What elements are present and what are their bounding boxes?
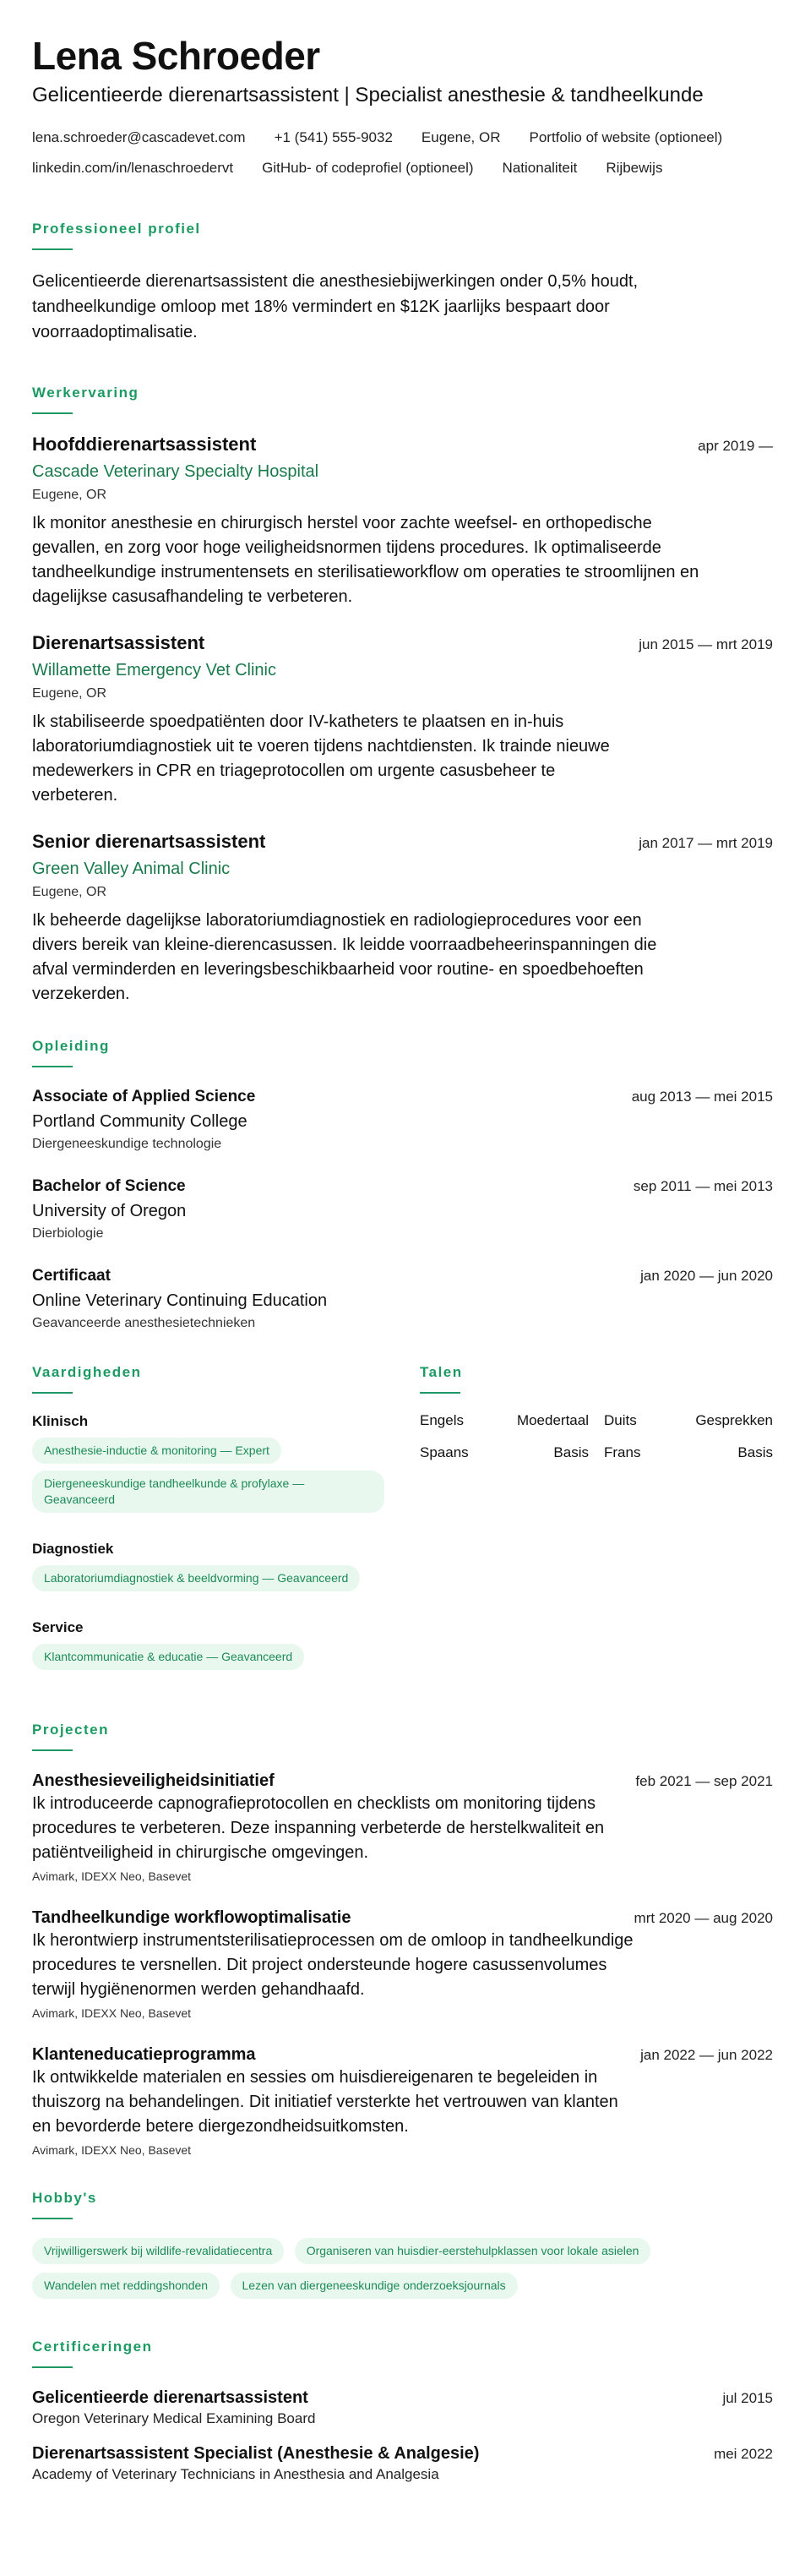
project-date: mrt 2020 — aug 2020 — [634, 1910, 773, 1926]
candidate-name: Lena Schroeder — [32, 34, 320, 78]
section-divider — [32, 2366, 73, 2368]
section-divider — [32, 1066, 73, 1067]
profile-text: Gelicentieerde dierenartsassistent die anesthesiebijwerkingen onder 0,5% houdt, tandheelkundige omloop met 18% vermindert en $12K jaarlijks bespaart door voorraadoptimalisatie. — [32, 272, 639, 341]
languages-section — [420, 1363, 773, 1697]
project-entry — [32, 2044, 773, 2158]
skill-category: Service — [32, 1619, 84, 1635]
hobby-tag: Vrijwilligerswerk bij wildlife-revalidatiecentra — [32, 2238, 284, 2264]
job-title: Hoofddierenartsassistent — [32, 434, 257, 455]
education-field: Geavanceerde anesthesietechnieken — [32, 1316, 256, 1330]
job-date: apr 2019 — — [698, 438, 773, 454]
language-level: Gesprekken — [695, 1412, 773, 1428]
section-divider — [420, 1392, 460, 1394]
certification-entry — [32, 2387, 773, 2429]
project-description: Ik ontwikkelde materialen en sessies om huisdiereigenaren te begeleiden in thuiszorg na behandelingen. Dit initiatief versterkte het vertrouwen van klanten en bevorderde betere diergezondheidsuitkomsten. — [32, 2068, 618, 2136]
resume-header — [32, 32, 773, 177]
certification-title: Dierenartsassistent Specialist (Anesthesie & Analgesie) — [32, 2444, 480, 2463]
hobby-tag: Lezen van diergeneeskundige onderzoeksjournals — [231, 2273, 518, 2299]
job-entry — [32, 433, 773, 609]
skills-section — [32, 1363, 388, 1697]
section-title: Vaardigheden — [32, 1364, 142, 1380]
contact-linkedin[interactable]: linkedin.com/in/lenaschroedervt — [32, 160, 234, 176]
skill-category: Diagnostiek — [32, 1541, 114, 1557]
job-date: jan 2017 — mrt 2019 — [639, 835, 773, 851]
contact-portfolio[interactable]: Portfolio of website (optioneel) — [529, 129, 723, 145]
certification-org: Oregon Veterinary Medical Examining Board — [32, 2410, 316, 2426]
job-company: Willamette Emergency Vet Clinic — [32, 661, 276, 679]
job-title: Senior dierenartsassistent — [32, 831, 266, 852]
job-location: Eugene, OR — [32, 488, 107, 502]
section-divider — [32, 248, 73, 250]
section-divider — [32, 1749, 73, 1751]
project-title: Tandheelkundige workflowoptimalisatie — [32, 1908, 351, 1927]
language-level: Basis — [737, 1444, 773, 1460]
education-date: jan 2020 — jun 2020 — [640, 1268, 773, 1284]
project-description: Ik introduceerde capnografieprotocollen en checklists om monitoring tijdens procedures te verbeteren. Deze inspanning verbeterde de herstelkwaliteit en patiëntveiligheid in chirurgische omgevingen. — [32, 1794, 605, 1862]
job-location: Eugene, OR — [32, 686, 107, 701]
education-degree: Certificaat — [32, 1267, 111, 1285]
contact-drivers-license: Rijbewijs — [606, 160, 663, 176]
contact-list — [32, 128, 773, 177]
project-tools: Avimark, IDEXX Neo, Basevet — [32, 1869, 192, 1883]
job-entry — [32, 631, 773, 808]
project-date: feb 2021 — sep 2021 — [635, 1773, 773, 1789]
language-item — [604, 1444, 773, 1461]
section-title: Werkervaring — [32, 385, 139, 401]
job-description: Ik stabiliseerde spoedpatiënten door IV-katheters te plaatsen en in-huis laboratoriumdiagnostiek uit te voeren tijdens nachtdiensten. Ik trainde nieuwe medewerkers in CPR en triageprotocollen om urgente casusbeheer te verbeteren. — [32, 712, 610, 805]
language-name: Engels — [420, 1412, 464, 1428]
education-degree: Associate of Applied Science — [32, 1088, 256, 1105]
section-divider — [32, 2218, 73, 2219]
skill-group — [32, 1540, 388, 1598]
education-field: Diergeneeskundige technologie — [32, 1137, 222, 1151]
skill-tag: Laboratoriumdiagnostiek & beeldvorming — Geavanceerd — [32, 1565, 360, 1591]
project-title: Anesthesieveiligheidsinitiatief — [32, 1771, 275, 1790]
project-date: jan 2022 — jun 2022 — [640, 2047, 773, 2063]
contact-github[interactable]: GitHub- of codeprofiel (optioneel) — [262, 160, 474, 176]
certification-date: jul 2015 — [722, 2390, 773, 2406]
experience-section — [32, 384, 773, 1007]
skills-languages-row — [32, 1363, 773, 1697]
language-name: Frans — [604, 1444, 641, 1460]
language-name: Spaans — [420, 1444, 469, 1460]
project-tools: Avimark, IDEXX Neo, Basevet — [32, 2006, 192, 2020]
education-entry — [32, 1265, 773, 1333]
education-school: Online Veterinary Continuing Education — [32, 1291, 328, 1310]
hobby-tag: Wandelen met reddingshonden — [32, 2273, 220, 2299]
job-description: Ik beheerde dagelijkse laboratoriumdiagnostiek en radiologieprocedures voor een divers bereik van kleine-dierencasussen. Ik leidde voorraadbeheerinspanningen die afval verminderden en leveringsbeschikbaarheid voor routine- en spoedbehoeften verzekerden. — [32, 911, 657, 1003]
skill-group — [32, 1412, 388, 1520]
job-date: jun 2015 — mrt 2019 — [639, 636, 773, 652]
job-description: Ik monitor anesthesie en chirurgisch herstel voor zachte weefsel- en orthopedische gevallen, en zorg voor hoge veiligheidsnormen tijdens procedures. Ik optimaliseerde tandheelkundige instrumentensets en sterilisatieworkflow om operaties te stroomlijnen en dagelijkse casusafhandeling te verbeteren. — [32, 514, 699, 606]
section-title: Certificeringen — [32, 2339, 153, 2355]
contact-email[interactable]: lena.schroeder@cascadevet.com — [32, 129, 246, 145]
contact-phone[interactable]: +1 (541) 555-9032 — [274, 129, 393, 145]
certification-date: mei 2022 — [714, 2446, 773, 2462]
skill-group — [32, 1618, 388, 1677]
project-tools: Avimark, IDEXX Neo, Basevet — [32, 2143, 192, 2157]
contact-nationality: Nationaliteit — [502, 160, 578, 176]
education-date: aug 2013 — mei 2015 — [631, 1089, 773, 1105]
education-entry — [32, 1176, 773, 1243]
language-item — [604, 1412, 773, 1429]
contact-location: Eugene, OR — [421, 129, 501, 145]
education-school: University of Oregon — [32, 1202, 187, 1220]
education-field: Dierbiologie — [32, 1226, 104, 1241]
education-entry — [32, 1086, 773, 1154]
projects-section — [32, 1721, 773, 2158]
job-entry — [32, 830, 773, 1007]
skill-tag: Anesthesie-inductie & monitoring — Expert — [32, 1438, 281, 1464]
hobby-tag: Organiseren van huisdier-eerstehulpklassen voor lokale asielen — [295, 2238, 651, 2264]
hobby-list — [32, 2238, 773, 2307]
job-title: Dierenartsassistent — [32, 632, 205, 653]
section-title: Projecten — [32, 1722, 109, 1738]
project-entry — [32, 1907, 773, 2022]
project-description: Ik herontwierp instrumentsterilisatieprocessen om de omloop in tandheelkundige procedures te versnellen. Dit project ondersteunde hogere casussenvolumes terwijl hygiënenormen werden gehandhaafd. — [32, 1931, 634, 1999]
project-entry — [32, 1770, 773, 1885]
language-item — [420, 1444, 589, 1461]
language-level: Moedertaal — [516, 1412, 589, 1428]
job-company: Cascade Veterinary Specialty Hospital — [32, 462, 319, 481]
section-divider — [32, 1392, 73, 1394]
skill-tag: Klantcommunicatie & educatie — Geavanceerd — [32, 1644, 304, 1670]
skill-tag: Diergeneeskundige tandheelkunde & profylaxe — Geavanceerd — [32, 1471, 384, 1513]
section-divider — [32, 412, 73, 414]
education-section — [32, 1037, 773, 1333]
section-title: Opleiding — [32, 1038, 110, 1054]
certification-org: Academy of Veterinary Technicians in Anesthesia and Analgesia — [32, 2466, 439, 2482]
education-date: sep 2011 — mei 2013 — [633, 1178, 773, 1194]
certification-entry — [32, 2442, 773, 2485]
section-title: Hobby's — [32, 2190, 97, 2206]
language-list — [420, 1412, 773, 1461]
language-item — [420, 1412, 589, 1429]
job-location: Eugene, OR — [32, 885, 107, 899]
project-title: Klanteneducatieprogramma — [32, 2045, 256, 2064]
section-title: Professioneel profiel — [32, 221, 201, 237]
candidate-headline: Gelicentieerde dierenartsassistent | Specialist anesthesie & tandheelkunde — [32, 84, 704, 106]
section-title: Talen — [420, 1364, 463, 1380]
certification-title: Gelicentieerde dierenartsassistent — [32, 2388, 308, 2407]
language-name: Duits — [604, 1412, 637, 1428]
education-school: Portland Community College — [32, 1112, 247, 1131]
certifications-section — [32, 2338, 773, 2485]
hobbies-section — [32, 2189, 773, 2307]
education-degree: Bachelor of Science — [32, 1177, 186, 1195]
job-company: Green Valley Animal Clinic — [32, 860, 231, 878]
skill-category: Klinisch — [32, 1413, 89, 1429]
profile-section — [32, 220, 773, 345]
language-level: Basis — [553, 1444, 589, 1460]
